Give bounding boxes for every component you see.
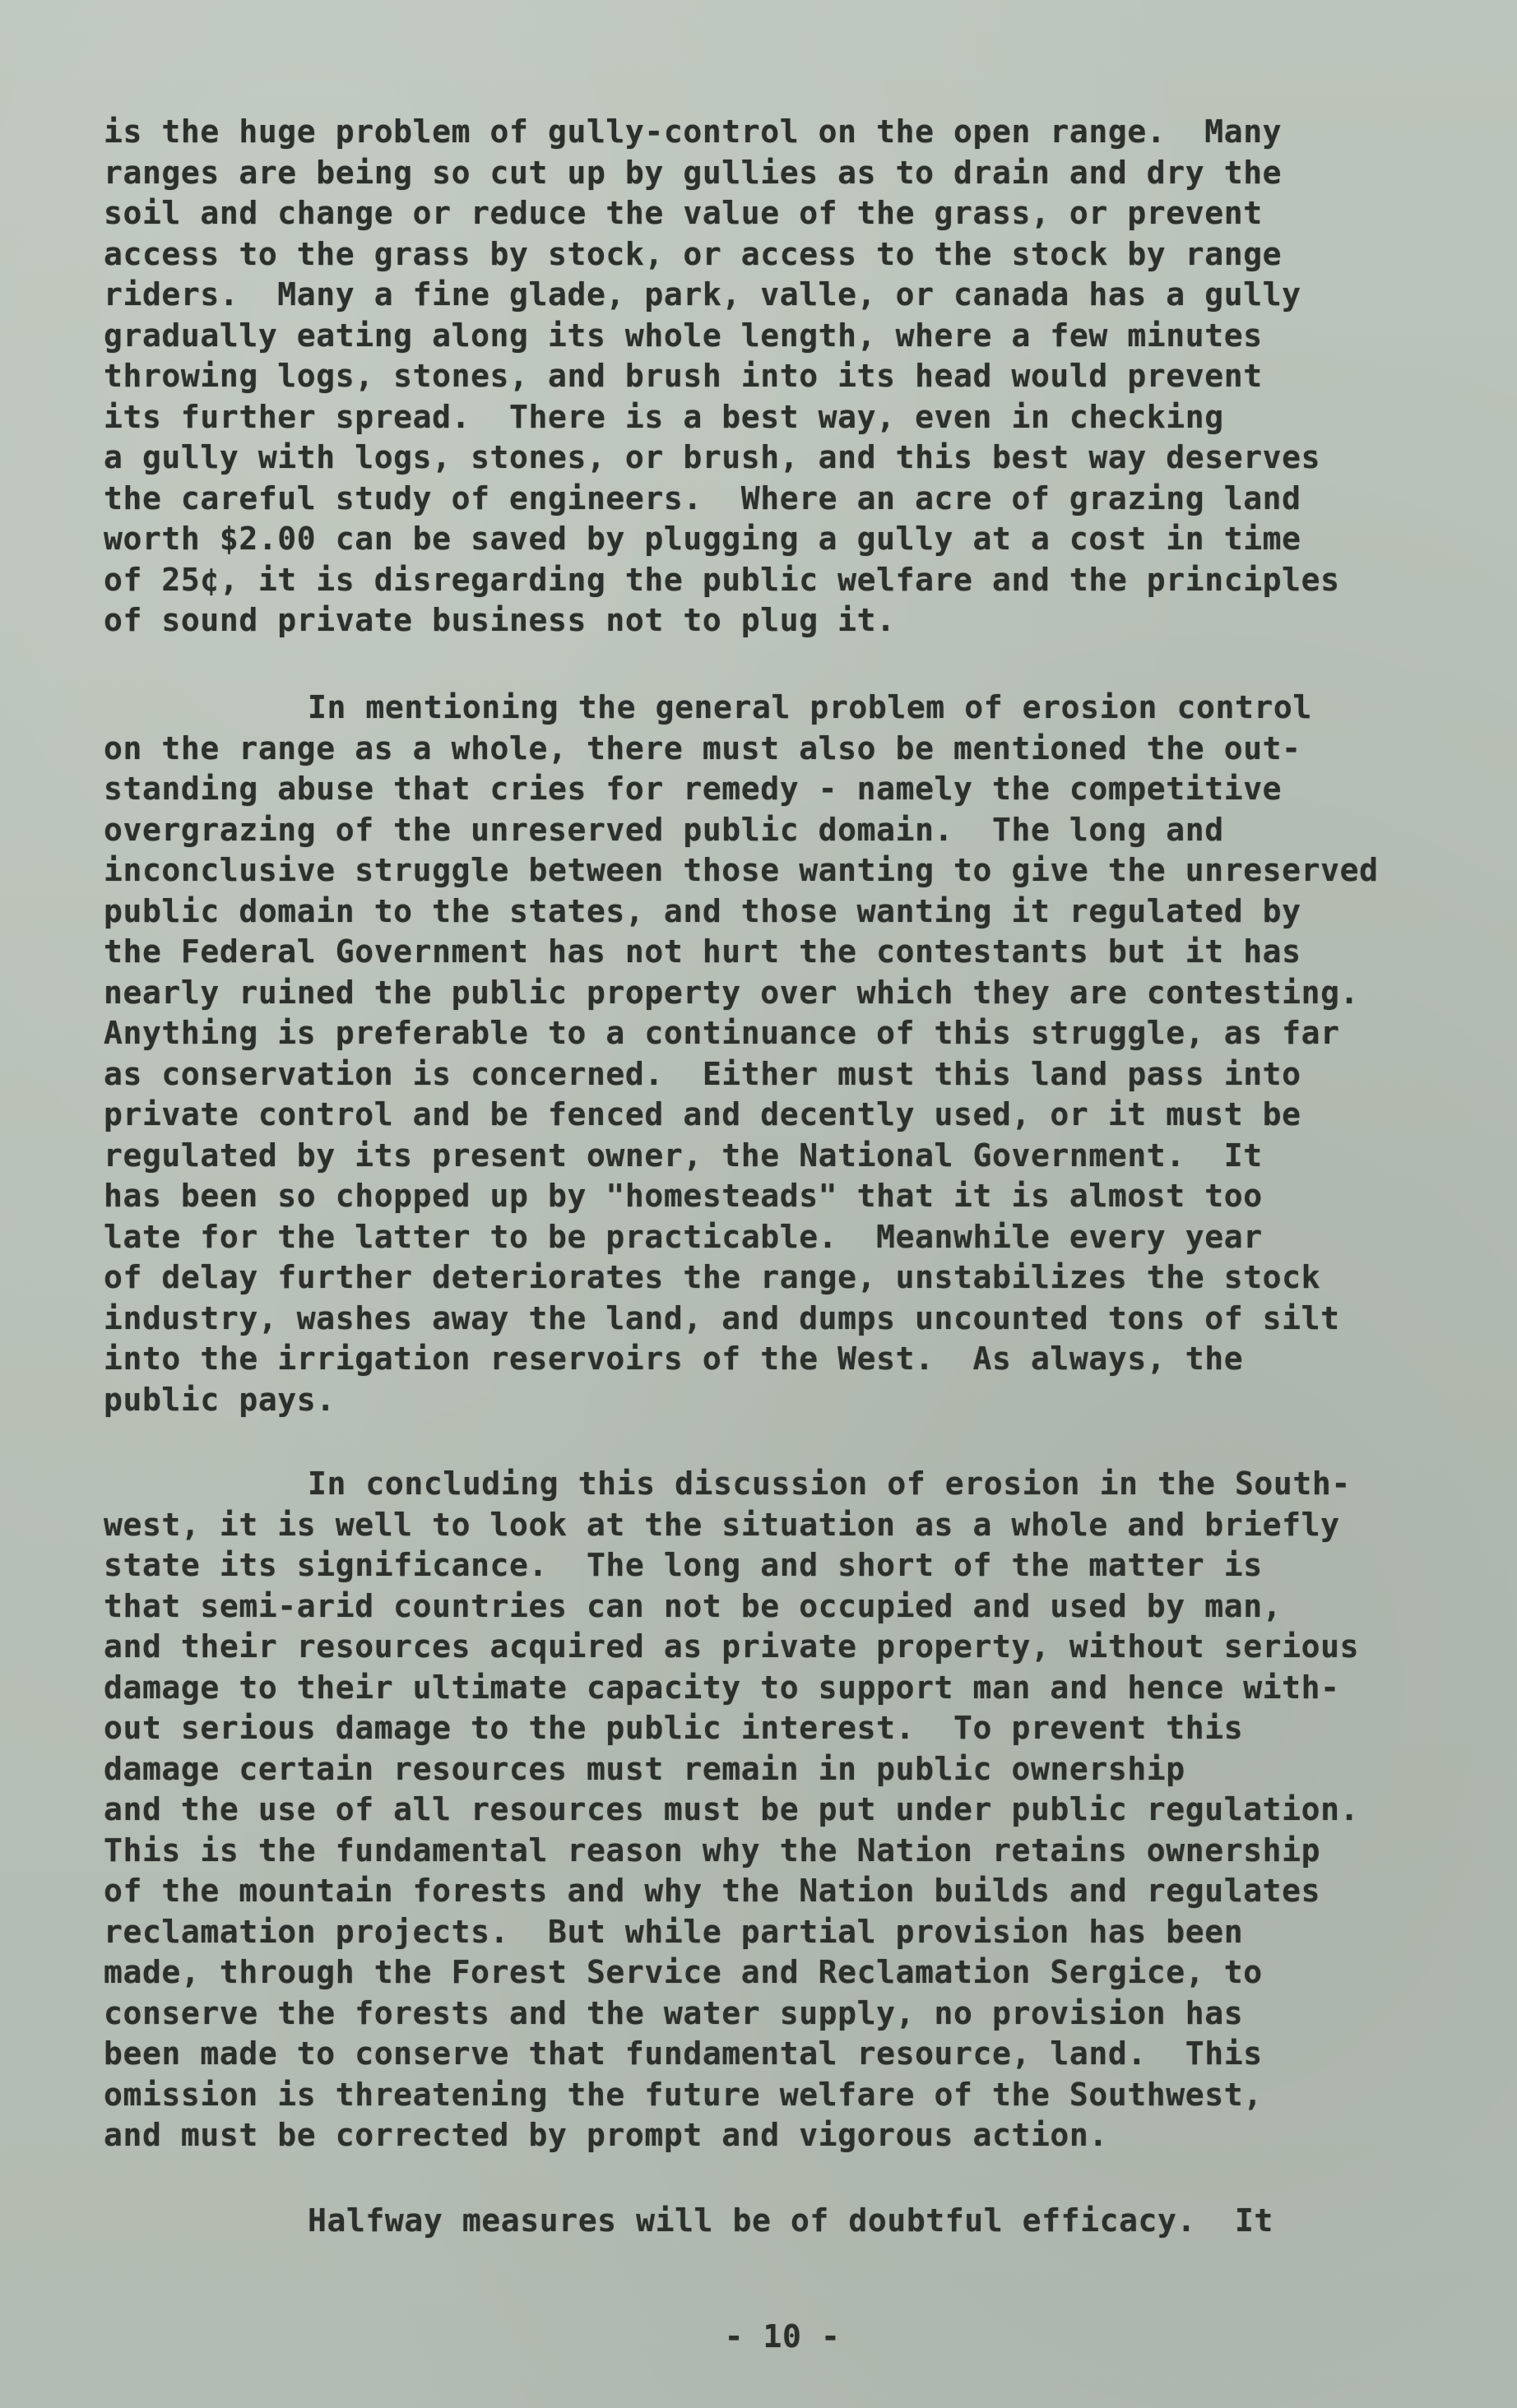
text-line: that semi-arid countries can not be occupied and used by man, [104, 1587, 1283, 1624]
text-line: on the range as a whole, there must also be mentioned the out- [104, 729, 1301, 766]
paragraph-conclusion [104, 1464, 1461, 2156]
text-line: reclamation projects. But while partial provision has been [104, 1913, 1244, 1950]
text-line: worth $2.00 can be saved by plugging a gully at a cost in time [104, 521, 1301, 557]
text-line: state its significance. The long and short of the matter is [104, 1547, 1263, 1583]
page-number: - 10 - [724, 2318, 841, 2355]
text-line: Halfway measures will be of doubtful efficacy. It [308, 2202, 1273, 2239]
text-line: public pays. [104, 1381, 336, 1418]
text-line: nearly ruined the public property over which they are contesting. [104, 974, 1360, 1011]
text-line: access to the grass by stock, or access to the stock by range [104, 235, 1283, 272]
text-line: conserve the forests and the water supply, no provision has [104, 1994, 1244, 2031]
text-line: of sound private business not to plug it. [104, 602, 896, 638]
text-line: In concluding this discussion of erosion in the South- [308, 1466, 1351, 1502]
text-line: This is the fundamental reason why the Nation retains ownership [104, 1831, 1321, 1869]
text-line: In mentioning the general problem of erosion control [308, 689, 1312, 725]
text-line: out serious damage to the public interest. To prevent this [104, 1710, 1244, 1746]
text-line: overgrazing of the unreserved public domain. The long and [104, 811, 1224, 848]
text-line: omission is threatening the future welfare of the Southwest, [104, 2076, 1263, 2113]
text-line: a gully with logs, stones, or brush, and this best way deserves [104, 439, 1321, 475]
text-line: public domain to the states, and those wanting it regulated by [104, 892, 1301, 929]
text-line: west, it is well to look at the situation as a whole and briefly [104, 1506, 1340, 1543]
text-line: late for the latter to be practicable. Meanwhile every year [104, 1218, 1263, 1255]
text-line: the Federal Government has not hurt the contestants but it has [104, 933, 1301, 970]
text-line: riders. Many a fine glade, park, valle, or canada has a gully [104, 276, 1301, 313]
text-line: damage certain resources must remain in public ownership [104, 1750, 1185, 1787]
text-line: of 25¢, it is disregarding the public welfare and the principles [104, 561, 1340, 598]
text-line: regulated by its present owner, the National Government. It [104, 1137, 1263, 1174]
text-line: been made to conserve that fundamental resource, land. This [104, 2035, 1263, 2072]
text-line: made, through the Forest Service and Reclamation Sergice, to [104, 1954, 1263, 1990]
text-line: as conservation is concerned. Either must this land pass into [104, 1055, 1301, 1092]
document-page [104, 112, 1461, 2382]
text-line: soil and change or reduce the value of the grass, or prevent [104, 195, 1263, 231]
text-line: private control and be fenced and decently used, or it must be [104, 1096, 1301, 1132]
text-line: of the mountain forests and why the Nation builds and regulates [104, 1873, 1321, 1909]
text-line: Anything is preferable to a continuance of this struggle, as far [104, 1015, 1340, 1051]
text-line: of delay further deteriorates the range, unstabilizes the stock [104, 1259, 1321, 1295]
text-line: ranges are being so cut up by gullies as to drain and dry the [104, 154, 1283, 191]
text-line: gradually eating along its whole length, where a few minutes [104, 317, 1263, 354]
text-line: standing abuse that cries for remedy - namely the competitive [104, 771, 1283, 807]
text-line: and the use of all resources must be put under public regulation. [104, 1791, 1360, 1827]
paragraph-halfway-measures [104, 2201, 1461, 2242]
text-line: throwing logs, stones, and brush into its head would prevent [104, 358, 1263, 394]
paragraph-gully-control [104, 112, 1461, 641]
paragraph-public-domain [104, 688, 1461, 1420]
text-line: its further spread. There is a best way, even in checking [104, 398, 1224, 435]
text-line: and their resources acquired as private property, without serious [104, 1628, 1360, 1665]
text-line: the careful study of engineers. Where an acre of grazing land [104, 479, 1301, 516]
text-line: has been so chopped up by "homesteads" that it is almost too [104, 1178, 1263, 1214]
text-line: into the irrigation reservoirs of the West. As always, the [104, 1341, 1244, 1377]
text-line: inconclusive struggle between those wanting to give the unreserved [104, 852, 1379, 888]
text-line: industry, washes away the land, and dumps uncounted tons of silt [104, 1299, 1340, 1336]
text-line: is the huge problem of gully-control on the open range. Many [104, 113, 1283, 150]
text-line: damage to their ultimate capacity to support man and hence with- [104, 1669, 1340, 1706]
text-line: and must be corrected by prompt and vigorous action. [104, 2117, 1108, 2153]
